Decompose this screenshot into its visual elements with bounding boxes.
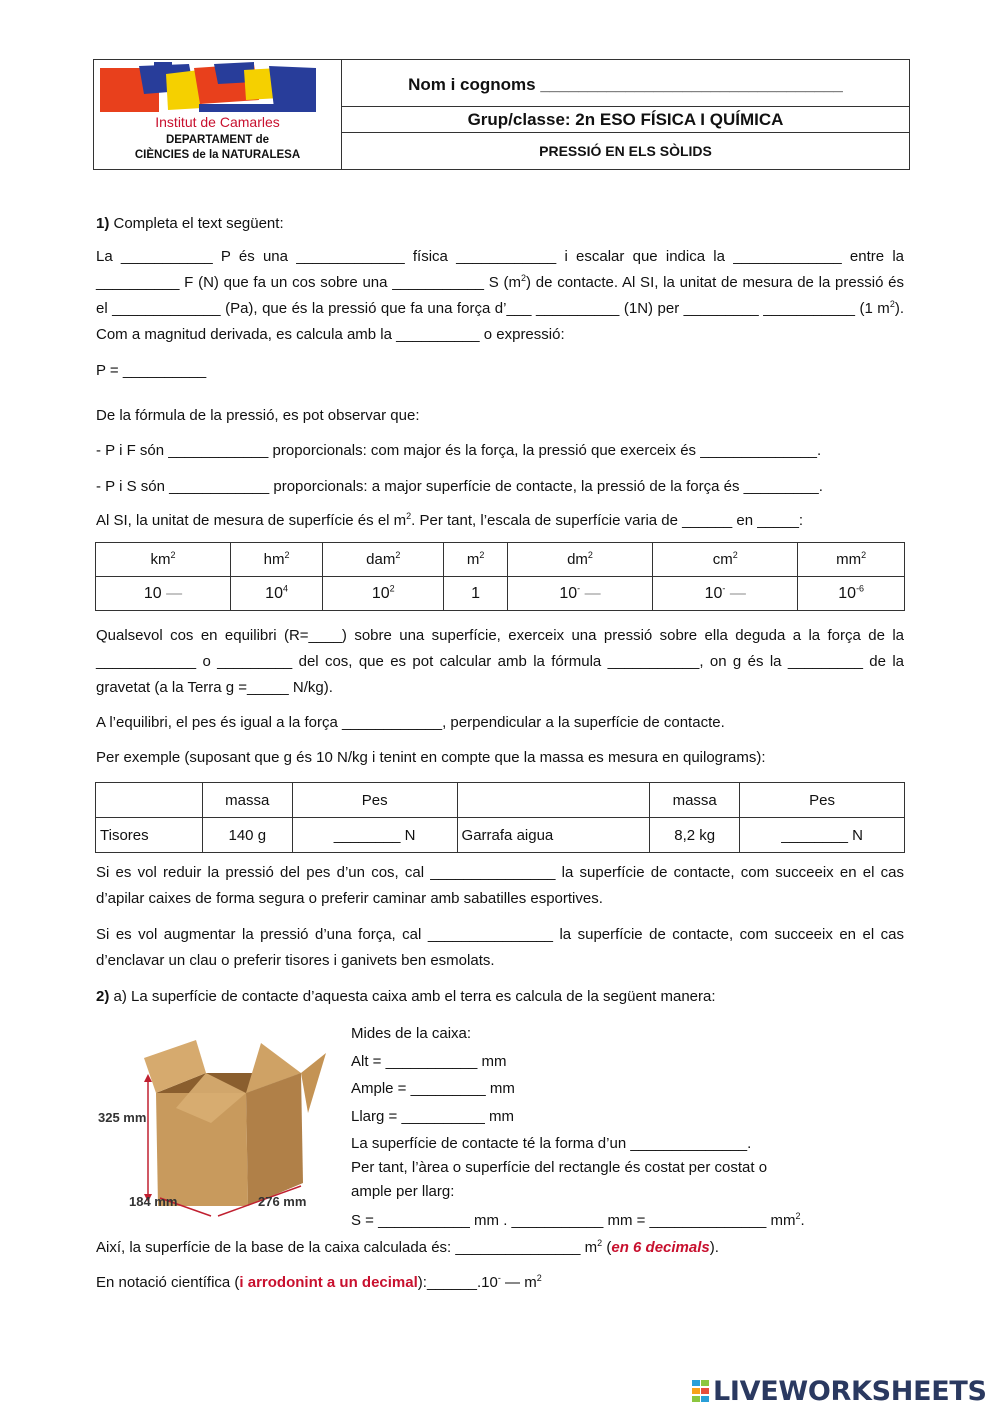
alt-field[interactable]: Alt = ___________ mm [351,1052,507,1070]
dept-line-2: CIÈNCIES de la NATURALESA [134,149,301,161]
weight-line[interactable]: A l’equilibri, el pes és igual a la força ____________, perpendicular a la superfície de contacte. [96,714,725,731]
unit-sup: 2 [861,550,867,560]
school-logo-graphic [94,60,341,116]
si-surface-line[interactable] [96,508,904,534]
scale-unit-cell [653,543,798,577]
area-line-1: Per tant, l’àrea o superfície del rectangle és costat per costat o [351,1159,768,1176]
rounding-note: i arrodonint a un decimal [239,1274,418,1291]
sci-b: ):______.10 [417,1274,498,1291]
scale-unit-cell [230,543,322,577]
value-exp: - [577,583,581,594]
s-eq-sup: 2 [795,1211,801,1221]
si-b: . Per tant, l’escala de superfície varia de ______ en _____: [411,512,804,529]
para1-c: ). Com a magnitud derivada, es calcula amb la __________ o expressió: [96,300,904,343]
unit-text: mm [836,551,862,568]
value-blank: — [161,584,183,602]
sci-exp: - [497,1273,501,1283]
surface-scale-table [95,542,905,611]
scale-unit-cell [96,543,231,577]
decimals-note: en 6 decimals [611,1239,710,1256]
q1-title: Completa el text següent: [109,215,284,232]
unit-sup: 2 [395,550,401,560]
value-base: 10 [371,584,390,602]
value-blank: — [725,584,746,602]
sci-c: — m [500,1274,537,1291]
box-length-label: 276 mm [258,1194,307,1209]
scale-value-cell[interactable] [653,577,798,611]
para1-sup: 2 [521,273,527,283]
q2-heading [96,984,904,1010]
value-base: 10 [143,584,162,602]
scale-unit-cell [323,543,444,577]
unit-sup: 2 [587,550,593,560]
example-data-cell: 140 g [202,818,292,853]
weight-answer-cell[interactable]: ________ N [740,818,905,853]
topic-title: PRESSIÓ EN ELS SÒLIDS [539,143,712,159]
school-name: Institut de Camarles [155,114,280,130]
scale-value-cell [798,577,905,611]
example-data-cell: 8,2 kg [650,818,740,853]
scale-units-row [96,543,905,577]
scale-value-cell[interactable] [96,577,231,611]
scale-value-cell [444,577,508,611]
unit-sup: 2 [732,550,738,560]
value-exp: - [722,583,726,594]
q1-heading [96,211,904,237]
box-width-label: 184 mm [129,1194,178,1209]
example-header-row [96,783,905,818]
unit-text: hm [263,551,285,568]
value-base: 10 [704,584,723,602]
school-logo [94,60,342,169]
example-header-cell [457,783,650,818]
sci-sup: 2 [536,1273,542,1283]
example-data-row [96,818,905,853]
scale-value-cell [230,577,322,611]
area-line-2: ample per llarg: [351,1183,455,1200]
unit-sup: 2 [479,550,485,560]
si-sup: 2 [406,511,412,521]
q2-number: 2) [96,988,110,1005]
unit-text: dam [366,551,396,568]
sci-notation-line[interactable] [96,1270,904,1296]
example-data-cell: Garrafa aigua [457,818,650,853]
example-header-cell: Pes [740,783,905,818]
value-exp: -6 [856,583,865,594]
value-base: 10 [838,584,857,602]
unit-text: m [466,551,480,568]
para1-sup2: 2 [889,299,895,309]
dims-title: Mides de la caixa: [351,1025,472,1042]
scale-value-cell [323,577,444,611]
unit-text: km [150,551,171,568]
observation-1[interactable]: - P i F són ____________ proporcionals: com major és la força, la pressió que exerceix és ______________. [96,442,822,459]
ample-field[interactable]: Ample = _________ mm [351,1080,515,1097]
scale-unit-cell [444,543,508,577]
unit-text: dm [567,551,588,568]
base-area-line[interactable] [96,1235,904,1261]
q2-title: a) La superfície de contacte d’aquesta caixa amb el terra es calcula de la següent manera: [109,988,716,1005]
example-header-cell [96,783,203,818]
para1-a: La ___________ P és una _____________ física ____________ i escalar que indica la _____________ entre la __________ F (N) que fa un cos sobre una ___________ S (m [96,248,904,291]
q1-number: 1) [96,215,110,232]
unit-sup: 2 [170,550,176,560]
department-name [94,133,341,163]
value-base: 1 [471,584,481,602]
s-eq-text: S = ___________ mm . ___________ mm = ______________ mm [351,1212,796,1229]
example-header-cell: massa [202,783,292,818]
value-base: 10 [265,584,283,602]
equilibrium-paragraph[interactable]: Qualsevol cos en equilibri (R=____) sobre una superfície, exerceix una pressió sobre ella deguda a la força de la ____________ o _________ del cos, que es pot calcular amb la fórmula ___________, on g és la _________ de la gravetat (a la Terra g =_____ N/kg). [96,627,904,696]
header-table [93,59,910,170]
para1-b: ) de contacte. Al SI, la unitat de mesura de la pressió és el _____________ (Pa), que és la pressió que fa una força d’___ __________ (1N) per _________ ___________ (1 m [96,274,904,317]
q1-paragraph[interactable] [96,244,904,348]
reduce-paragraph[interactable]: Si es vol reduir la pressió del pes d’un cos, cal _______________ la superfície de contacte, com succeeix en el cas d’apilar caixes de forma segura o preferir caminar amb sabatilles esportives. [96,864,904,907]
observation-intro: De la fórmula de la pressió, es pot observar que: [96,407,420,424]
formula-line[interactable]: P = __________ [96,362,207,379]
scale-value-cell[interactable] [507,577,652,611]
scale-unit-cell [798,543,905,577]
observation-2[interactable]: - P i S són ____________ proporcionals: a major superfície de contacte, la pressió de la força és _________. [96,478,823,495]
box-height-label: 325 mm [98,1110,147,1125]
example-header-cell: Pes [292,783,457,818]
base-close: ). [709,1239,719,1256]
shape-text[interactable] [351,1132,767,1204]
value-base: 10 [559,584,578,602]
increase-paragraph[interactable]: Si es vol augmentar la pressió d’una força, cal _______________ la superfície de contacte, com succeeix en el cas d’enclavar un clau o preferir tisores i ganivets ben esmolats. [96,926,904,969]
liveworksheets-brand: LIVEWORKSHEETS [713,1376,987,1407]
weight-answer-cell[interactable]: ________ N [292,818,457,853]
liveworksheets-logo[interactable] [690,1374,990,1410]
value-blank: — [580,584,601,602]
example-data-cell: Tisores [96,818,203,853]
si-a: Al SI, la unitat de mesura de superfície és el m [96,512,407,529]
s-eq-end: . [800,1212,805,1229]
scale-values-row [96,577,905,611]
value-exp: 4 [282,583,288,594]
unit-text: cm [712,551,733,568]
value-exp: 2 [389,583,395,594]
box-icon [96,1018,340,1228]
unit-sup: 2 [284,550,290,560]
base-sup: 2 [597,1238,603,1248]
cardboard-box-image [96,1018,340,1228]
sci-a: En notació científica ( [96,1274,240,1291]
example-table [95,782,905,853]
group-label: Grup/classe: 2n ESO FÍSICA I QUÍMICA [342,107,909,133]
scale-unit-cell [507,543,652,577]
example-intro: Per exemple (suposant que g és 10 N/kg i tenint en compte que la massa es mesura en quilograms): [96,749,766,766]
base-a: Així, la superfície de la base de la caixa calculada és: _______________ m [96,1239,598,1256]
box-dimensions [351,1020,515,1130]
example-header-cell: massa [650,783,740,818]
llarg-field[interactable]: Llarg = __________ mm [351,1107,515,1125]
dept-line-1: DEPARTAMENT de [165,134,270,146]
base-open: ( [602,1239,612,1256]
liveworksheets-icon [690,1376,712,1410]
s-equation[interactable] [351,1207,805,1235]
name-field[interactable]: Nom i cognoms ________________________________ [342,60,909,107]
shape-line[interactable]: La superfície de contacte té la forma d’un ______________. [351,1135,752,1152]
